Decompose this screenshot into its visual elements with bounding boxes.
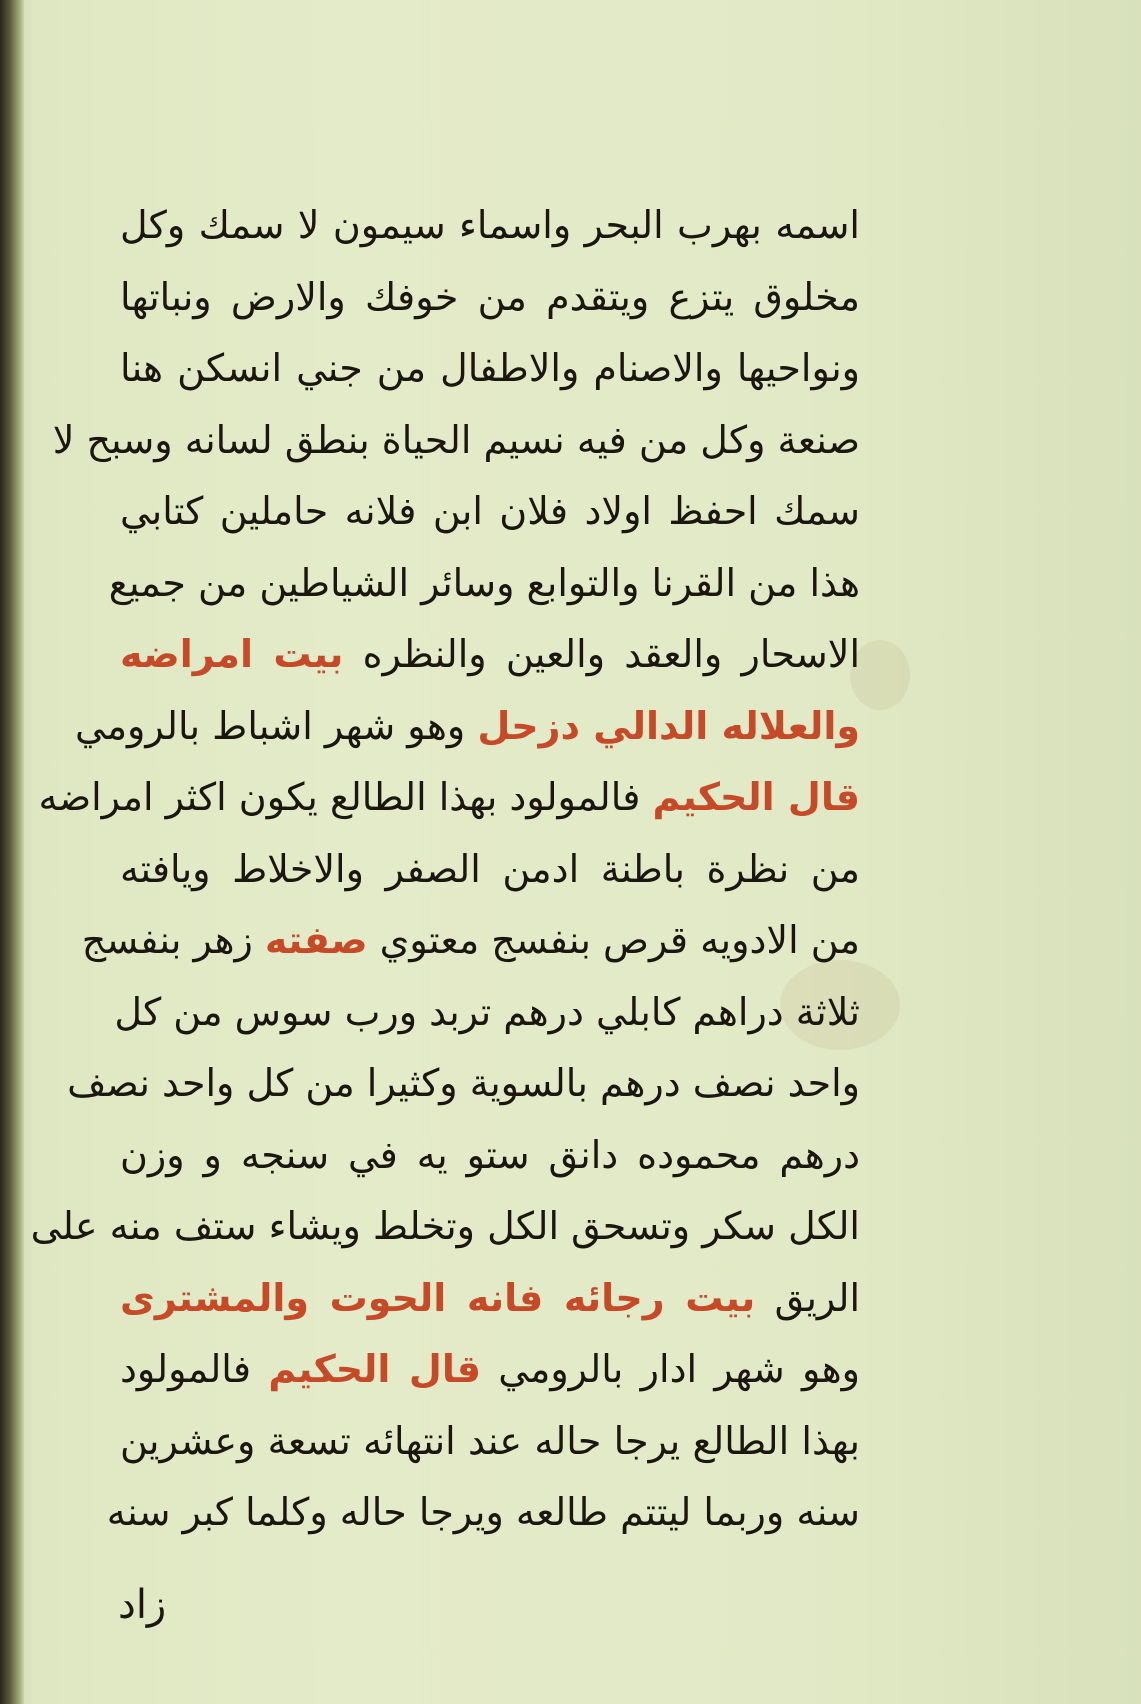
text-segment: فالمولود bbox=[120, 1347, 269, 1391]
text-segment: صنعة وكل من فيه نسيم الحياة بنطق لسانه وسبح لا bbox=[52, 417, 860, 462]
text-segment: من نظرة باطنة ادمن الصفر والاخلاط ويافته bbox=[120, 846, 860, 891]
text-line bbox=[120, 190, 860, 262]
text-segment: واحد نصف درهم بالسوية وكثيرا من كل واحد نصف bbox=[67, 1061, 860, 1105]
text-segment: مخلوق يتزع ويتقدم من خوفك والارض ونباتها bbox=[120, 274, 860, 319]
text-segment: من الادويه قرص بنفسج معتوي bbox=[367, 918, 860, 962]
rubric-heading: قال الحكيم bbox=[652, 775, 860, 819]
text-segment: هذا من القرنا والتوابع وسائر الشياطين من جميع bbox=[108, 560, 860, 605]
text-line bbox=[120, 262, 860, 334]
rubric-heading: قال الحكيم bbox=[268, 1347, 482, 1391]
rubric-heading: بيت امراضه bbox=[120, 632, 344, 676]
text-segment: فالمولود بهذا الطالع يكون اكثر امراضه bbox=[38, 775, 653, 819]
text-line bbox=[120, 333, 860, 405]
binding-edge bbox=[0, 0, 24, 1704]
text-segment: ونواحيها والاصنام والاطفال من جني انسكن هنا bbox=[120, 346, 860, 390]
text-segment: سنه وربما ليتتم طالعه ويرجا حاله وكلما كبر سنه bbox=[106, 1490, 860, 1534]
text-segment: زهر بنفسج bbox=[81, 918, 265, 962]
text-line bbox=[120, 1334, 860, 1406]
text-line bbox=[81, 905, 860, 977]
text-line bbox=[38, 762, 860, 834]
text-line bbox=[106, 1477, 860, 1549]
text-segment: اسمه بهرب البحر واسماء سيمون لا سمك وكل bbox=[120, 203, 860, 247]
text-line bbox=[75, 691, 860, 763]
text-segment: وهو شهر اشباط بالرومي bbox=[75, 703, 478, 748]
text-segment: بهذا الطالع يرجا حاله عند انتهائه تسعة وعشرين bbox=[120, 1418, 860, 1463]
text-line bbox=[120, 1263, 860, 1335]
text-segment: سمك احفظ اولاد فلان ابن فلانه حاملين كتابي bbox=[120, 489, 860, 533]
manuscript-text bbox=[30, 190, 861, 1549]
text-line bbox=[114, 977, 860, 1049]
rubric-heading: والعلاله الدالي دزحل bbox=[477, 703, 860, 748]
text-segment: الكل سكر وتسحق الكل وتخلط ويشاء ستف منه على bbox=[30, 1204, 860, 1248]
text-line bbox=[67, 1048, 860, 1120]
text-line bbox=[120, 476, 860, 548]
text-line bbox=[52, 405, 860, 477]
text-line bbox=[120, 1120, 860, 1192]
text-line bbox=[120, 1406, 860, 1478]
text-segment: درهم محموده دانق ستو يه في سنجه و وزن bbox=[120, 1132, 860, 1177]
rubric-heading: صفته bbox=[264, 918, 368, 962]
text-segment: الريق bbox=[755, 1275, 860, 1320]
catchword: زاد bbox=[118, 1582, 167, 1628]
text-segment: ثلاثة دراهم كابلي درهم تربد ورب سوس من كل bbox=[114, 989, 860, 1034]
text-line bbox=[108, 548, 860, 620]
text-line bbox=[120, 619, 860, 691]
rubric-heading: بيت رجائه فانه الحوت والمشترى bbox=[120, 1275, 756, 1320]
text-line bbox=[120, 834, 860, 906]
text-segment: وهو شهر ادار بالرومي bbox=[481, 1347, 860, 1391]
text-line bbox=[30, 1191, 860, 1263]
text-segment: الاسحار والعقد والعين والنظره bbox=[343, 632, 861, 676]
